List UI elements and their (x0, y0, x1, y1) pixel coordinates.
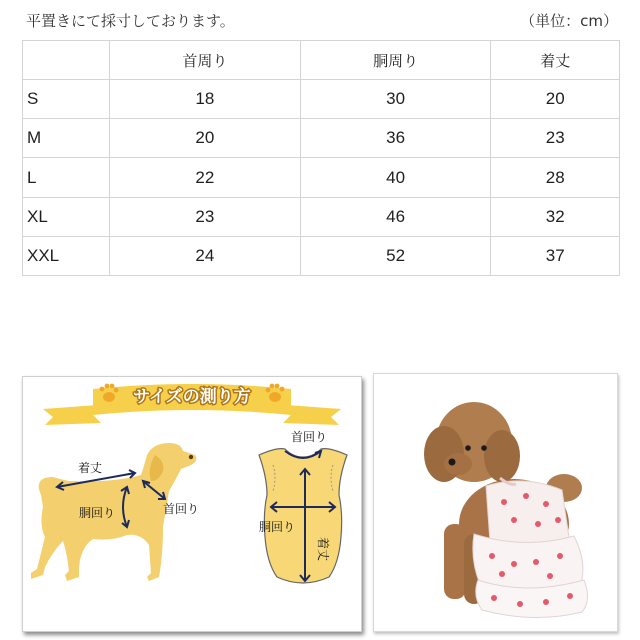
length-value: 28 (491, 158, 620, 197)
neck-value: 22 (110, 158, 301, 197)
table-row (23, 80, 620, 119)
chest-value: 52 (300, 236, 491, 275)
chest-value: 30 (300, 80, 491, 119)
garment-label-chest: 胴回り (259, 520, 296, 534)
table-row (23, 197, 620, 236)
neck-value: 18 (110, 80, 301, 119)
banner (43, 384, 341, 425)
chest-value: 36 (300, 119, 491, 158)
banner-tail-right (283, 405, 341, 425)
garment-label-neck: 首回り (291, 430, 328, 444)
poodle-in-dress-photo (374, 374, 617, 631)
dog-label-length: 着丈 (78, 461, 103, 475)
dog-label-chest: 胴回り (79, 506, 116, 520)
garment-diagram (259, 449, 347, 583)
garment-label-length: 着丈 (316, 537, 330, 562)
size-label: L (23, 158, 110, 197)
chest-value: 40 (300, 158, 491, 197)
poodle-leg (444, 524, 466, 599)
column-header-neck: 首周り (110, 41, 301, 80)
length-value: 32 (491, 197, 620, 236)
length-value: 20 (491, 80, 620, 119)
size-label: XXL (23, 236, 110, 275)
measuring-guide (22, 376, 362, 632)
column-header-chest: 胴周り (300, 41, 491, 80)
length-value: 23 (491, 119, 620, 158)
size-label: XL (23, 197, 110, 236)
size-label: M (23, 119, 110, 158)
dog-label-neck: 首回り (163, 502, 200, 516)
measurement-note: 平置きにて採寸しております。 (26, 12, 235, 30)
table-row (23, 236, 620, 275)
poodle-ear (484, 430, 520, 482)
table-row (23, 119, 620, 158)
column-header-size (23, 41, 110, 80)
measuring-guide-illustration (23, 377, 361, 631)
table-header-row (23, 41, 620, 80)
length-value: 37 (491, 236, 620, 275)
poodle-nose (449, 459, 456, 466)
neck-value: 24 (110, 236, 301, 275)
size-table (22, 40, 620, 276)
banner-title: サイズの測り方 (133, 387, 251, 407)
column-header-length: 着丈 (491, 41, 620, 80)
neck-value: 23 (110, 197, 301, 236)
table-row (23, 158, 620, 197)
banner-tail-left (43, 405, 101, 425)
unit-label: （単位：cm） (520, 12, 618, 30)
size-label: S (23, 80, 110, 119)
dog-nose (189, 455, 193, 459)
chest-value: 46 (300, 197, 491, 236)
neck-value: 20 (110, 119, 301, 158)
product-photo (373, 373, 618, 632)
